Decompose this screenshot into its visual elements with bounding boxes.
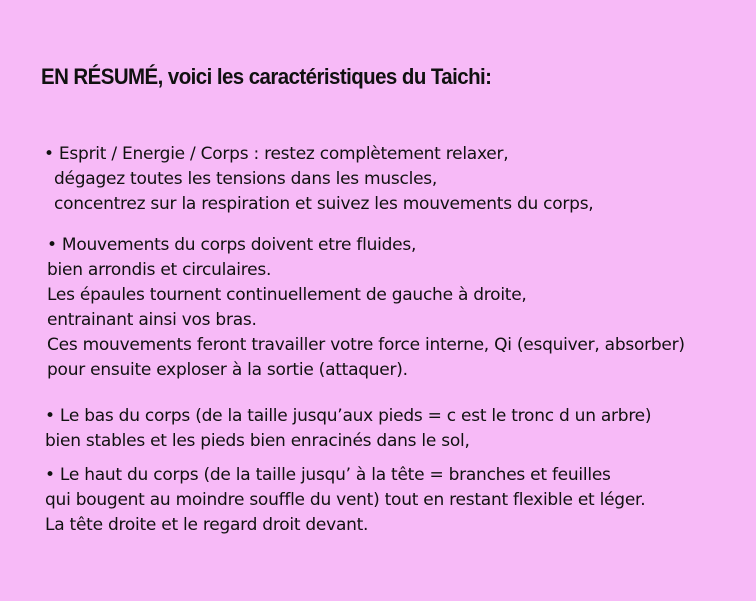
section-line: concentrez sur la respiration et suivez les mouvements du corps,: [54, 194, 594, 214]
section-line: entrainant ainsi vos bras.: [47, 310, 257, 330]
section-line: La tête droite et le regard droit devant.: [45, 515, 369, 535]
section-line: • Le haut du corps (de la taille jusqu’ à la tête = branches et feuilles: [45, 465, 611, 485]
section-line: • Esprit / Energie / Corps : restez complètement relaxer,: [44, 144, 509, 164]
section-line: • Mouvements du corps doivent etre fluides,: [47, 235, 417, 255]
section-body-movements: [47, 233, 685, 383]
section-line: Les épaules tournent continuellement de gauche à droite,: [47, 285, 527, 305]
section-line: bien stables et les pieds bien enracinés dans le sol,: [45, 431, 470, 451]
summary-heading: EN RÉSUMÉ, voici les caractéristiques du Taichi:: [41, 64, 492, 89]
section-line: Ces mouvements feront travailler votre force interne, Qi (esquiver, absorber): [47, 335, 685, 355]
section-line: pour ensuite exploser à la sortie (attaquer).: [47, 360, 408, 380]
section-upper-body: [45, 463, 645, 538]
section-line: bien arrondis et circulaires.: [47, 260, 272, 280]
section-mind-energy-body: [44, 142, 593, 217]
section-line: qui bougent au moindre souffle du vent) tout en restant flexible et léger.: [45, 490, 646, 510]
section-line: • Le bas du corps (de la taille jusqu’aux pieds = c est le tronc d un arbre): [45, 406, 652, 426]
section-lower-body: [45, 404, 651, 454]
section-line: dégagez toutes les tensions dans les muscles,: [54, 169, 438, 189]
